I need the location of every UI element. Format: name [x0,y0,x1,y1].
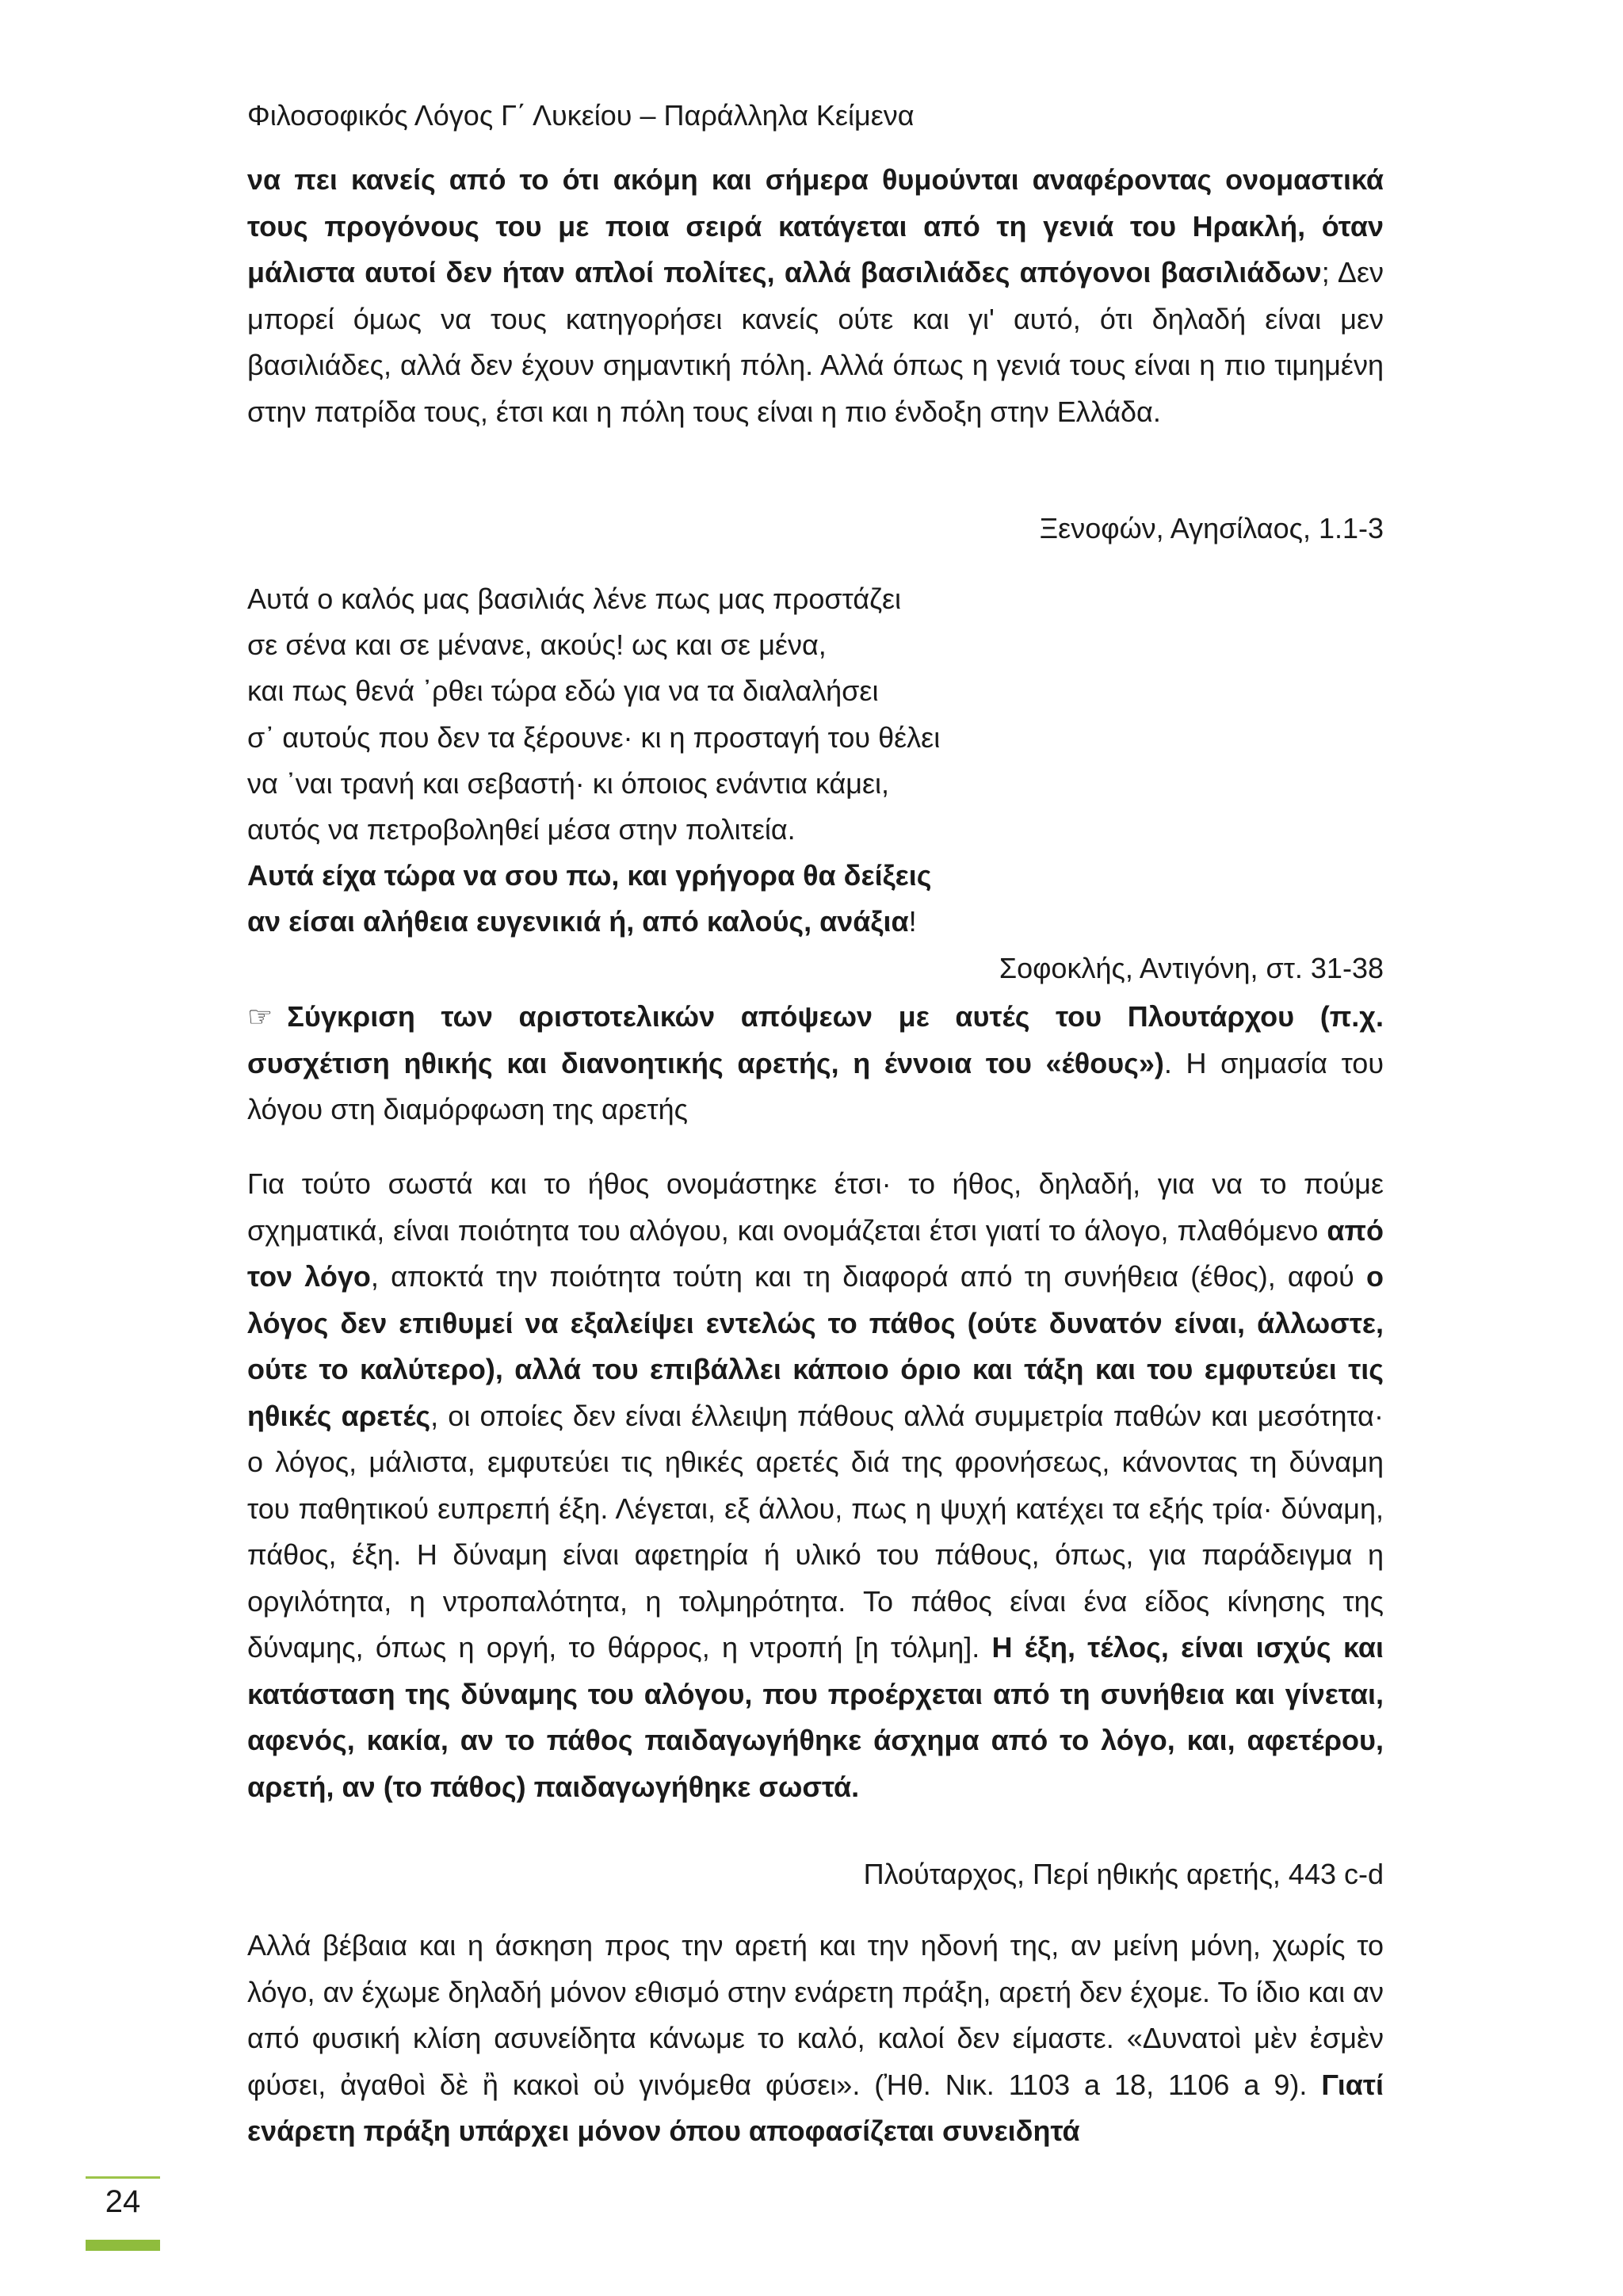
poem-line: αυτός να πετροβοληθεί μέσα στην πολιτεία. [247,813,796,846]
poem-line: και πως θενά ᾽ρθει τώρα εδώ για να τα διαλαλήσει [247,674,879,708]
section-heading: ☞ Σύγκριση των αριστοτελικών απόψεων με αυτές του Πλουτάρχου (π.χ. συσχέτιση ηθικής και διανοητικής αρετής, η έννοια του «έθους»). Η σημασία του λόγου στη διαμόρφωση της αρετής [247,1000,1384,1125]
poem-line: σ᾽ αυτούς που δεν τα ξέρουνε· κι η προσταγή του θέλει [247,720,941,754]
page-number-bar [86,2240,160,2251]
sophocles-poem [247,576,940,946]
pointing-hand-icon: ☞ [247,1000,273,1033]
poem-line-bold: Αυτά είχα τώρα να σου πω, και γρήγορα θα δείξεις [247,859,932,892]
page-header: Φιλοσοφικός Λόγος Γ΄ Λυκείου – Παράλληλα Κείμενα [247,99,915,132]
page-number: 24 [105,2184,141,2219]
citation-plutarch: Πλούταρχος, Περί ηθικής αρετής, 443 c-d [863,1858,1384,1890]
poem-line: σε σένα και σε μένανε, ακούς! ως και σε μένα, [247,628,827,662]
citation-xenophon: Ξενοφών, Αγησίλαος, 1.1-3 [1039,512,1384,544]
plutarch-excerpt: Για τούτο σωστά και το ήθος ονομάστηκε έτσι· το ήθος, δηλαδή, για να το πούμε σχηματικά, είναι ποιότητα του αλόγου, και ονομάζεται έτσι γιατί το άλογο, πλαθόμενο από τον λόγο, αποκτά την ποιότητα τούτη και τη διαφορά από τη συνήθεια (έθος), αφού ο λόγος δεν επιθυμεί να εξαλείψει εντελώς το πάθος (ούτε δυνατόν είναι, άλλωστε, ούτε το καλύτερο), αλλά του επιβάλλει κάποιο όριο και τάξη και του εμφυτεύει τις ηθικές αρετές, οι οποίες δεν είναι έλλειψη πάθους αλλά συμμετρία παθών και μεσότητα· ο λόγος, μάλιστα, εμφυτεύει τις ηθικές αρετές διά της φρονήσεως, κάνοντας τη δύναμη του παθητικού ευπρεπή έξη. Λέγεται, εξ άλλου, πως η ψυχή κατέχει τα εξής τρία· δύναμη, πάθος, έξη. Η δύναμη είναι αφετηρία ή υλικό του πάθους, όπως, για παράδειγμα η οργιλότητα, η ντροπαλότητα, η τολμηρότητα. Το πάθος είναι ένα είδος κίνησης της δύναμης, όπως η οργή, το θάρρος, η ντροπή [η τόλμη]. Η έξη, τέλος, είναι ισχύς και κατάσταση της δύναμης του αλόγου, που προέρχεται από τη συνήθεια και γίνεται, αφενός, κακία, αν το πάθος παιδαγωγήθηκε άσχημα από το λόγο, και, αφετέρου, αρετή, αν (το πάθος) παιδαγωγήθηκε σωστά. [247,1167,1384,1803]
xenophon-excerpt [247,157,1384,435]
xenophon-text: ; Δεν μπορεί όμως να τους κατηγορήσει κανείς ούτε και γι' αυτό, ότι δηλαδή είναι μεν βασιλιάδες, αλλά δεν έχουν σημαντική πόλη. Αλλά όπως η γενιά τους είναι η πιο τιμημένη στην πατρίδα τους, έτσι και η πόλη τους είναι η πιο ένδοξη στην Ελλάδα. [247,256,1384,428]
poem-line: Αυτά ο καλός μας βασιλιάς λένε πως μας προστάζει [247,583,902,615]
xenophon-bold-text: να πει κανείς από το ότι ακόμη και σήμερα θυμούνται αναφέροντας ονομαστικά τους προγόνους του με ποια σειρά κατάγεται από τη γενιά του Ηρακλή, όταν μάλιστα αυτοί δεν ήταν απλοί πολίτες, αλλά βασιλιάδες απόγονοι βασιλιάδων [247,163,1384,288]
poem-line: να ᾽ναι τρανή και σεβαστή· κι όποιος ενάντια κάμει, [247,766,890,800]
poem-line-bold: αν είσαι αλήθεια ευγενικιά ή, από καλούς, ανάξια! [247,905,917,938]
aristotle-commentary: Αλλά βέβαια και η άσκηση προς την αρετή και την ηδονή της, αν μείνη μόνη, χωρίς το λόγο, αν έχωμε δηλαδή μόνον εθισμό στην ενάρετη πράξη, αρετή δεν έχομε. Το ίδιο και αν από φυσική κλίση ασυνείδητα κάνωμε το καλό, καλοί δεν είμαστε. «Δυνατοὶ μὲν ἐσμὲν φύσει, ἀγαθοὶ δὲ ἢ κακοὶ οὐ γινόμεθα φύσει». (Ἠθ. Νικ. 1103 a 18, 1106 a 9). Γιατί ενάρετη πράξη υπάρχει μόνον όπου αποφασίζεται συνειδητά [247,1929,1384,2147]
citation-sophocles: Σοφοκλής, Αντιγόνη, στ. 31-38 [999,952,1384,984]
